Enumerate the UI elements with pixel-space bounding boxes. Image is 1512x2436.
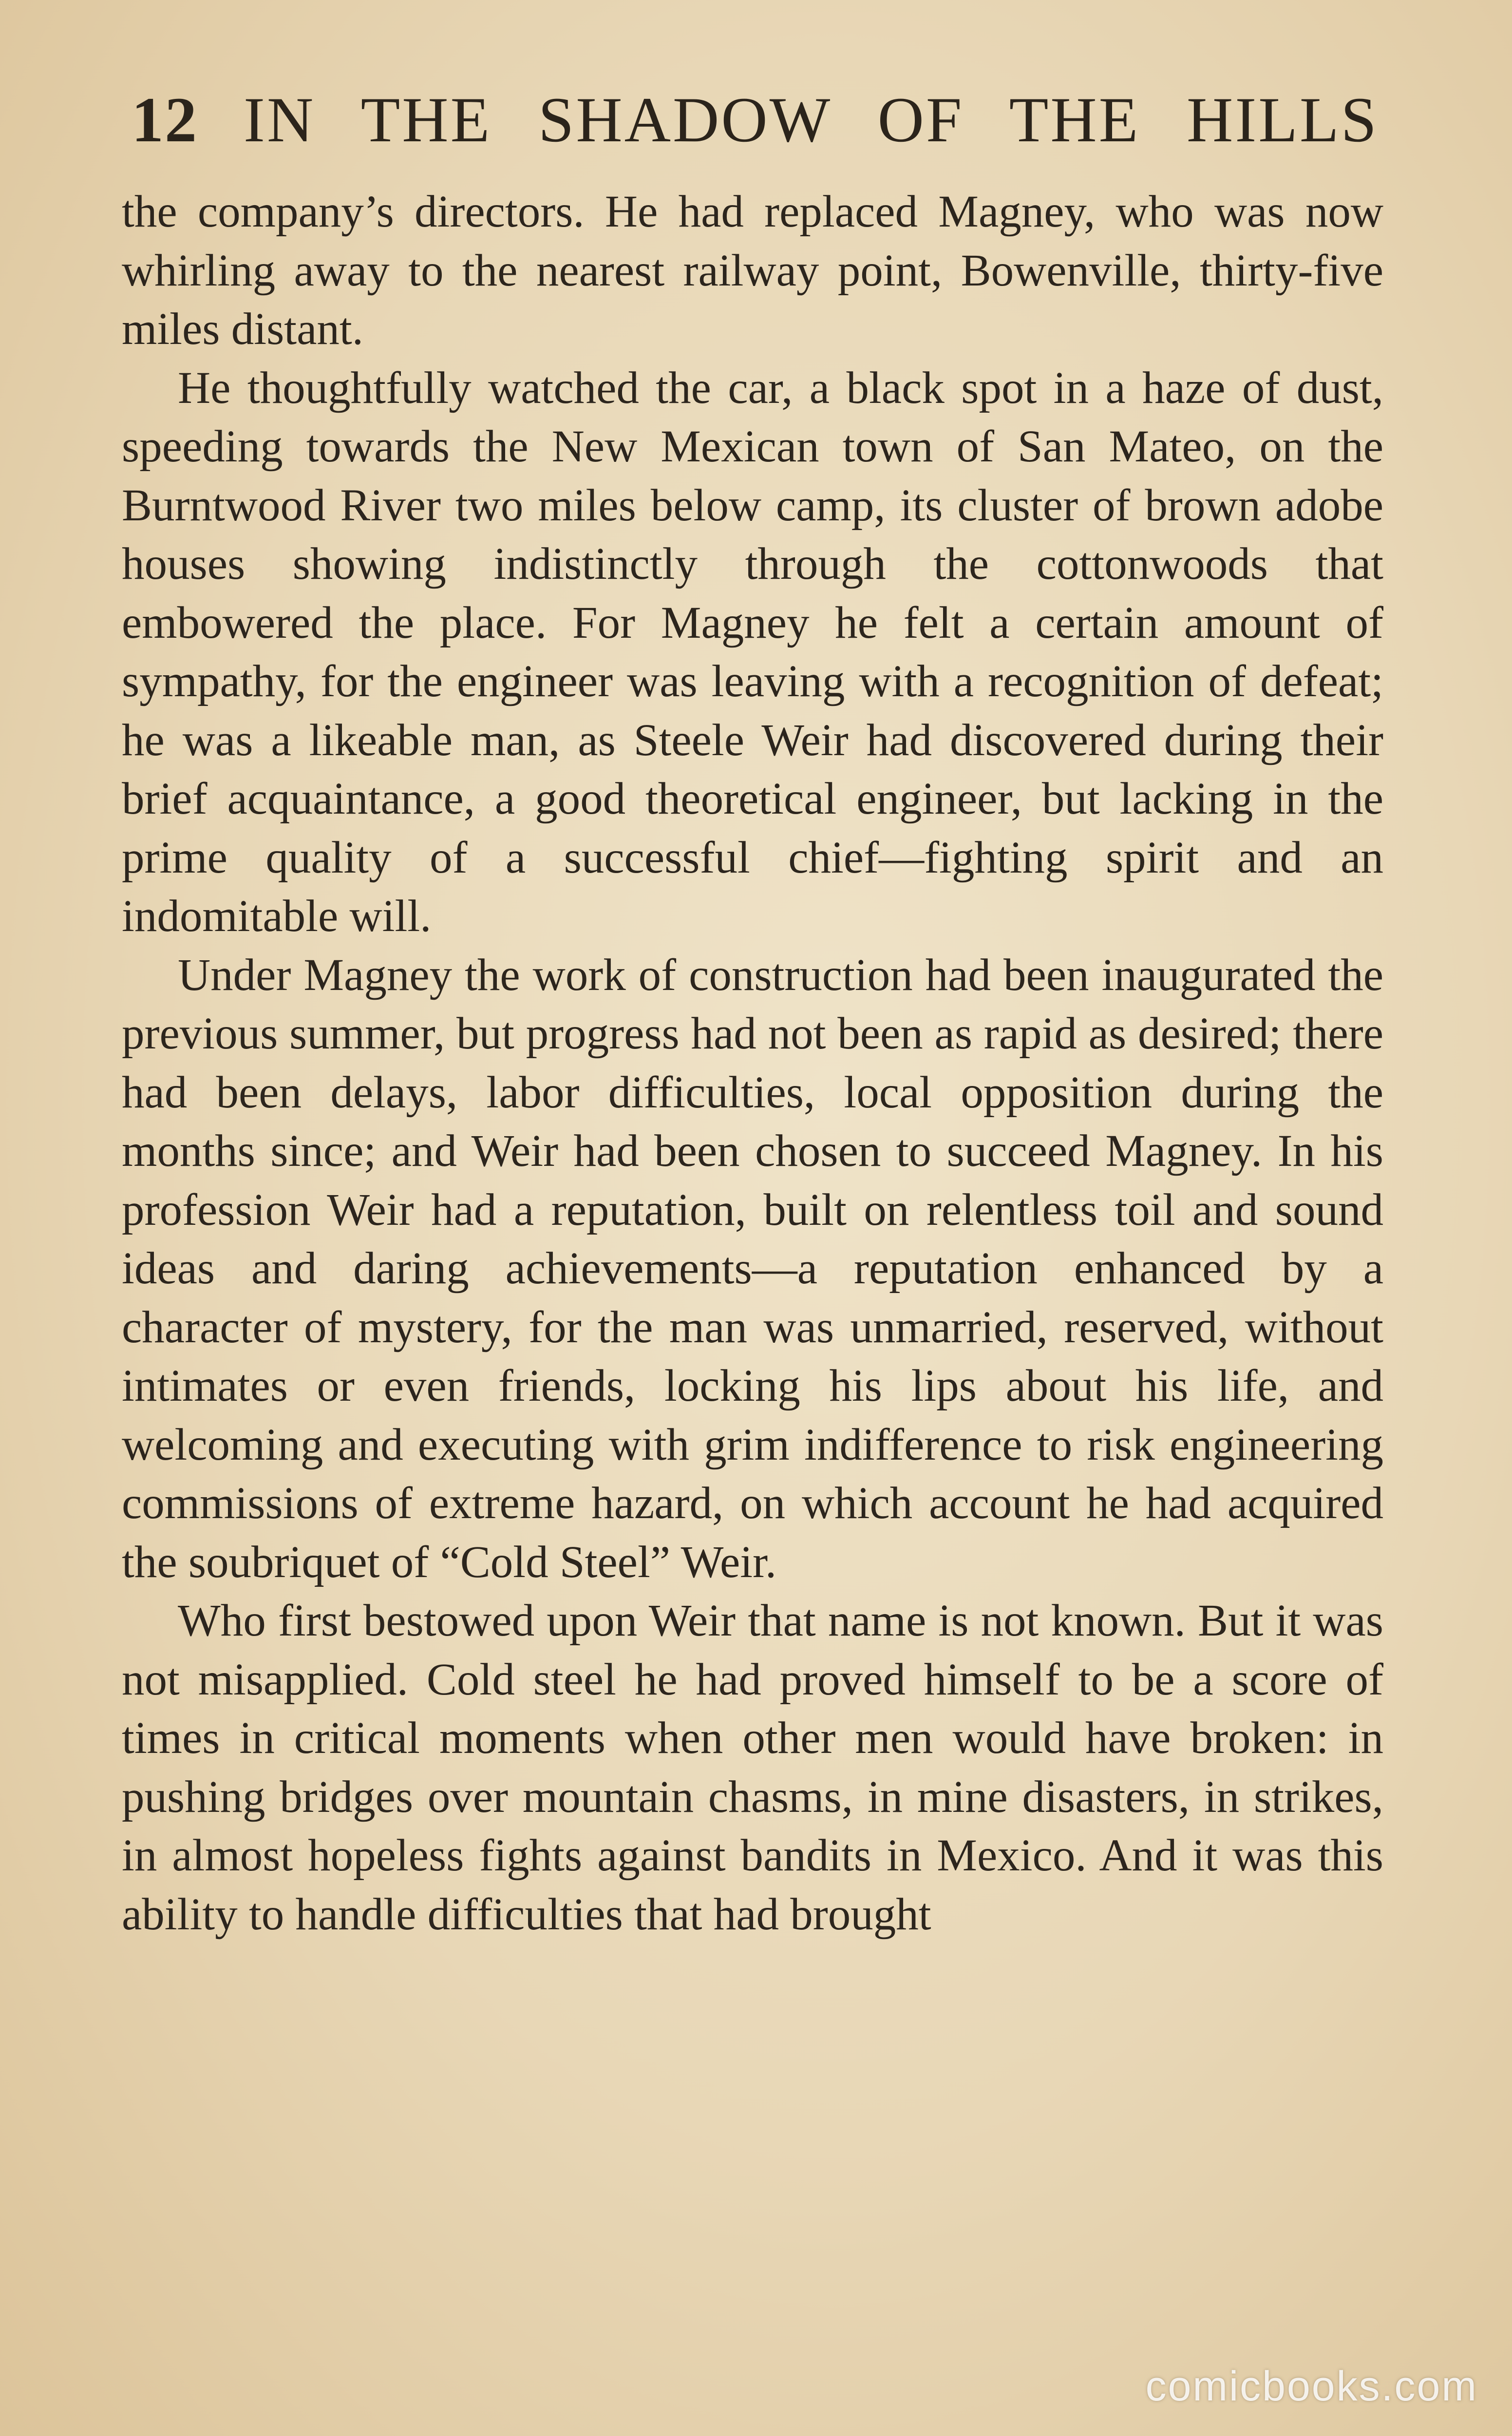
paragraph-4: Who first bestowed upon Weir that name is not known. But it was not misapplied. Cold steel he had proved himself to be a score of times in critical moments when other men would have broken: in pushing bridges over mountain chasms, in mine disasters, in strikes, in almost hopeless fights against bandits in Mexico. And it was this ability to handle difficulties that had brought	[122, 1596, 1383, 1940]
page-number: 12	[132, 83, 198, 155]
paragraph-1: the company’s directors. He had replaced Magney, who was now whirling away to the nearest railway point, Bowenville, thirty-five miles distant.	[122, 187, 1383, 354]
body-text	[122, 183, 1383, 1944]
paragraph-2: He thoughtfully watched the car, a black spot in a haze of dust, speeding towards the New Mexican town of San Mateo, on the Burntwood River two miles below camp, its cluster of brown adobe houses showing indistinctly through the cottonwoods that embowered the place. For Magney he felt a certain amount of sympathy, for the engineer was leaving with a recognition of defeat; he was a likeable man, as Steele Weir had discovered during their brief acquaintance, a good theoretical engineer, but lacking in the prime quality of a successful chief—fighting spirit and an indomitable will.	[122, 362, 1383, 941]
watermark: comicbooks.com	[1145, 2363, 1478, 2410]
page-header	[132, 78, 1379, 161]
paragraph-3: Under Magney the work of construction had been inaugurated the previous summer, but progress had not been as rapid as desired; there had been delays, labor difficulties, local opposition during the months since; and Weir had been chosen to succeed Magney. In his profession Weir had a reputation, built on relentless toil and sound ideas and daring achievements—a reputation enhanced by a character of mystery, for the man was unmarried, reserved, without intimates or even friends, locking his lips about his life, and welcoming and executing with grim indifference to risk engineering commissions of extreme hazard, on which account he had acquired the soubriquet of “Cold Steel” Weir.	[122, 950, 1383, 1587]
running-title: IN THE SHADOW OF THE HILLS	[244, 83, 1379, 155]
